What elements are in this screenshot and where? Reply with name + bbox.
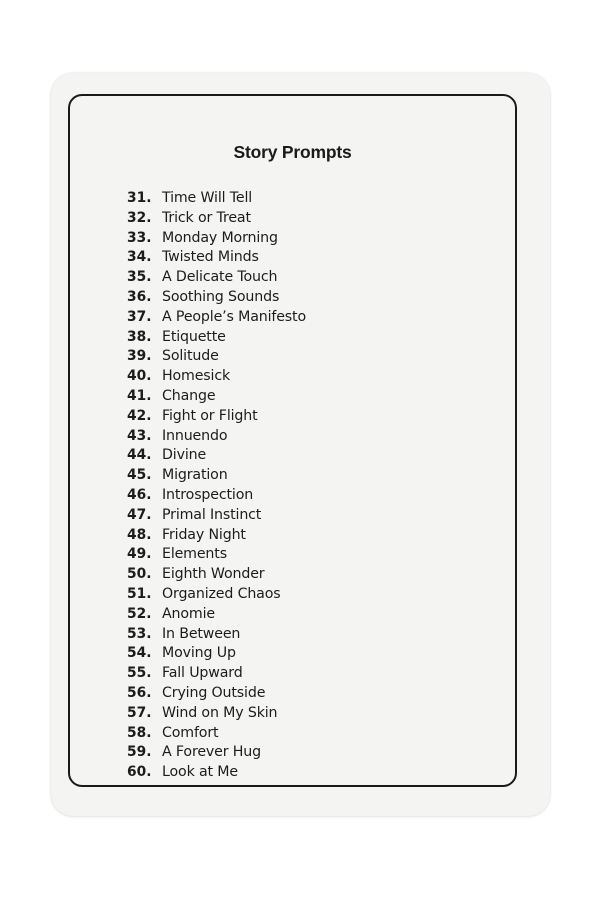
list-item xyxy=(127,645,306,665)
prompt-number: 33. xyxy=(127,229,152,246)
prompt-number: 41. xyxy=(127,387,152,404)
prompt-number: 58. xyxy=(127,724,152,741)
list-item xyxy=(127,527,306,547)
list-item xyxy=(127,190,306,210)
prompt-number: 32. xyxy=(127,209,152,226)
list-item xyxy=(127,249,306,269)
list-item xyxy=(127,428,306,448)
list-item xyxy=(127,665,306,685)
prompt-number: 48. xyxy=(127,526,152,543)
prompt-text: Elements xyxy=(162,546,227,563)
prompt-text: Anomie xyxy=(162,605,215,622)
prompt-number: 39. xyxy=(127,348,152,365)
prompt-number: 57. xyxy=(127,704,152,721)
list-item xyxy=(127,309,306,329)
prompt-number: 47. xyxy=(127,506,152,523)
list-item xyxy=(127,230,306,250)
prompt-number: 60. xyxy=(127,764,152,781)
prompt-number: 40. xyxy=(127,368,152,385)
prompt-number: 46. xyxy=(127,486,152,503)
list-item xyxy=(127,447,306,467)
prompt-number: 53. xyxy=(127,625,152,642)
list-item xyxy=(127,546,306,566)
prompt-card xyxy=(51,73,550,816)
prompt-text: Innuendo xyxy=(162,427,228,444)
prompt-number: 51. xyxy=(127,585,152,602)
prompt-text: Introspection xyxy=(162,486,254,503)
prompt-text: Organized Chaos xyxy=(162,585,281,602)
list-item xyxy=(127,487,306,507)
prompt-text: A People’s Manifesto xyxy=(162,308,306,325)
list-item xyxy=(127,744,306,764)
prompt-text: Crying Outside xyxy=(162,684,266,701)
list-item xyxy=(127,586,306,606)
prompt-text: Look at Me xyxy=(162,764,238,781)
list-item xyxy=(127,388,306,408)
list-item xyxy=(127,764,306,784)
prompt-number: 44. xyxy=(127,447,152,464)
prompt-number: 50. xyxy=(127,566,152,583)
prompt-number: 42. xyxy=(127,407,152,424)
prompt-text: Eighth Wonder xyxy=(162,566,265,583)
list-item xyxy=(127,348,306,368)
list-item xyxy=(127,705,306,725)
list-item xyxy=(127,467,306,487)
prompt-number: 54. xyxy=(127,645,152,662)
list-item xyxy=(127,329,306,349)
prompt-text: Migration xyxy=(162,467,228,484)
prompt-number: 49. xyxy=(127,546,152,563)
list-item xyxy=(127,685,306,705)
prompt-text: A Delicate Touch xyxy=(162,269,278,286)
list-item xyxy=(127,368,306,388)
prompt-number: 36. xyxy=(127,288,152,305)
prompt-text: Change xyxy=(162,387,216,404)
prompt-number: 35. xyxy=(127,269,152,286)
prompt-text: Comfort xyxy=(162,724,219,741)
prompt-text: Moving Up xyxy=(162,645,236,662)
prompt-text: Friday Night xyxy=(162,526,246,543)
prompt-number: 59. xyxy=(127,744,152,761)
list-item xyxy=(127,210,306,230)
card-title: Story Prompts xyxy=(233,142,352,162)
card-border-frame xyxy=(68,94,517,787)
prompt-text: Trick or Treat xyxy=(162,209,251,226)
prompt-text: Solitude xyxy=(162,348,219,365)
list-item xyxy=(127,606,306,626)
prompt-text: In Between xyxy=(162,625,241,642)
prompt-text: Homesick xyxy=(162,368,231,385)
prompt-number: 38. xyxy=(127,328,152,345)
prompt-text: Monday Morning xyxy=(162,229,278,246)
list-item xyxy=(127,289,306,309)
prompt-text: Soothing Sounds xyxy=(162,288,280,305)
prompt-text: Primal Instinct xyxy=(162,506,262,523)
list-item xyxy=(127,626,306,646)
prompt-number: 56. xyxy=(127,684,152,701)
prompt-text: Divine xyxy=(162,447,207,464)
prompt-text: Wind on My Skin xyxy=(162,704,278,721)
prompt-text: Fight or Flight xyxy=(162,407,258,424)
prompt-list xyxy=(127,190,306,784)
prompt-number: 52. xyxy=(127,605,152,622)
prompt-text: Twisted Minds xyxy=(162,249,259,266)
prompt-text: Time Will Tell xyxy=(162,190,253,206)
list-item xyxy=(127,408,306,428)
prompt-text: Etiquette xyxy=(162,328,226,345)
list-item xyxy=(127,566,306,586)
prompt-text: Fall Upward xyxy=(162,665,243,682)
prompt-number: 43. xyxy=(127,427,152,444)
prompt-number: 37. xyxy=(127,308,152,325)
list-item xyxy=(127,269,306,289)
prompt-number: 31. xyxy=(127,190,152,206)
list-item xyxy=(127,725,306,745)
prompt-number: 34. xyxy=(127,249,152,266)
prompt-text: A Forever Hug xyxy=(162,744,261,761)
list-item xyxy=(127,507,306,527)
prompt-number: 45. xyxy=(127,467,152,484)
prompt-number: 55. xyxy=(127,665,152,682)
